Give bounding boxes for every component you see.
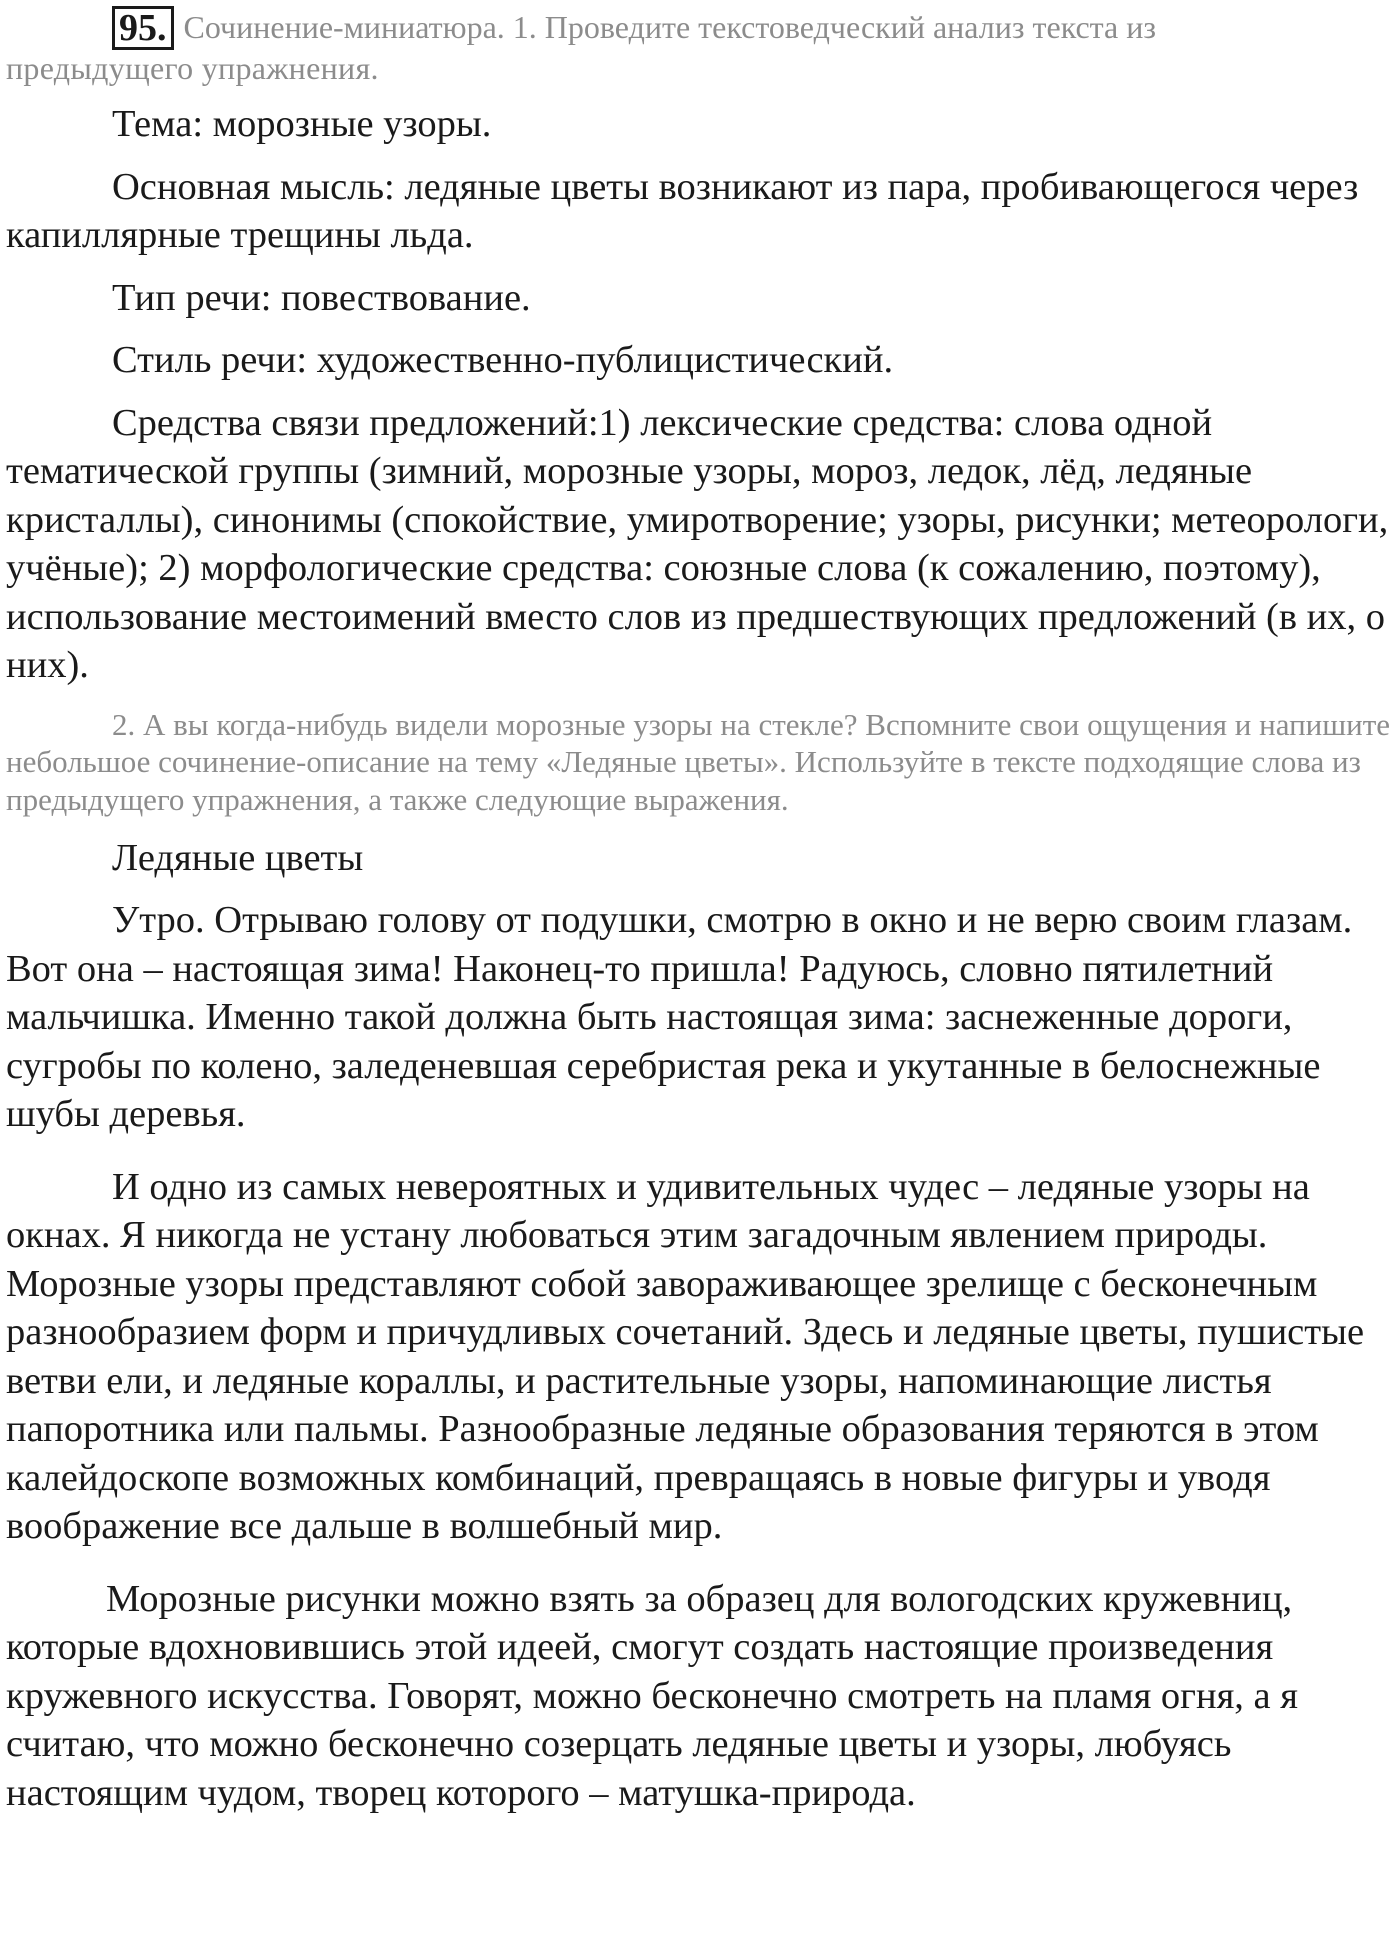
task-header-line2: предыдущего упражнения.: [6, 50, 379, 86]
analysis-main-idea: Основная мысль: ледяные цветы возникают из пара, пробивающегося через капиллярные трещины льда.: [6, 165, 1359, 256]
analysis-connections: Средства связи предложений:1) лексические средства: слова одной тематической группы (зимний, морозные узоры, мороз, ледок, лёд, ледяные кристаллы), синонимы (спокойствие, умиротворение; узоры, рисунки; метеорологи, учёные); 2) морфологические средства: союзные слова (к сожалению, поэтому), использование местоимений вместо слов из предшествующих предложений (в их, о них).: [6, 401, 1389, 686]
task-header: [6, 6, 1394, 50]
essay-paragraph-3: Морозные рисунки можно взять за образец для вологодских кружевниц, которые вдохновившись этой идеей, смогут создать настоящие произведения кружевного искусства. Говорят, можно бесконечно смотреть на пламя огня, а я считаю, что можно бесконечно созерцать ледяные цветы и узоры, любуясь настоящим чудом, творец которого – матушка-природа.: [6, 1577, 1298, 1814]
textbook-page: [6, 0, 1394, 1817]
essay-title: Ледяные цветы: [112, 837, 364, 879]
analysis-theme: Тема: морозные узоры.: [112, 103, 492, 145]
task-header-line1: Сочинение-миниатюра. 1. Проведите текстоведческий анализ текста из: [183, 9, 1156, 45]
essay-paragraph-2: И одно из самых невероятных и удивительных чудес – ледяные узоры на окнах. Я никогда не устану любоваться этим загадочным явлением природы. Морозные узоры представляют собой завораживающее зрелище с бесконечным разнообразием форм и причудливых сочетаний. Здесь и ледяные цветы, пушистые ветви ели, и ледяные кораллы, и растительные узоры, напоминающие листья папоротника или пальмы. Разнообразные ледяные образования теряются в этом калейдоскопе возможных комбинаций, превращаясь в новые фигуры и уводя воображение все дальше в волшебный мир.: [6, 1165, 1365, 1547]
task2-instructions: 2. А вы когда-нибудь видели морозные узоры на стекле? Вспомните свои ощущения и напишите небольшое сочинение-описание на тему «Ледяные цветы». Используйте в тексте подходящие слова из предыдущего упражнения, а также следующие выражения.: [6, 706, 1391, 817]
analysis-speech-style: Стиль речи: художественно-публицистический.: [112, 339, 894, 381]
task-number-box: 95.: [112, 6, 174, 50]
analysis-speech-type: Тип речи: повествование.: [112, 276, 531, 319]
essay-paragraph-1: Утро. Отрываю голову от подушки, смотрю в окно и не верю своим глазам. Вот она – настоящая зима! Наконец-то пришла! Радуюсь, словно пятилетний мальчишка. Именно такой должна быть настоящая зима: заснеженные дороги, сугробы по колено, заледеневшая серебристая река и укутанные в белоснежные шубы деревья.: [6, 899, 1353, 1135]
